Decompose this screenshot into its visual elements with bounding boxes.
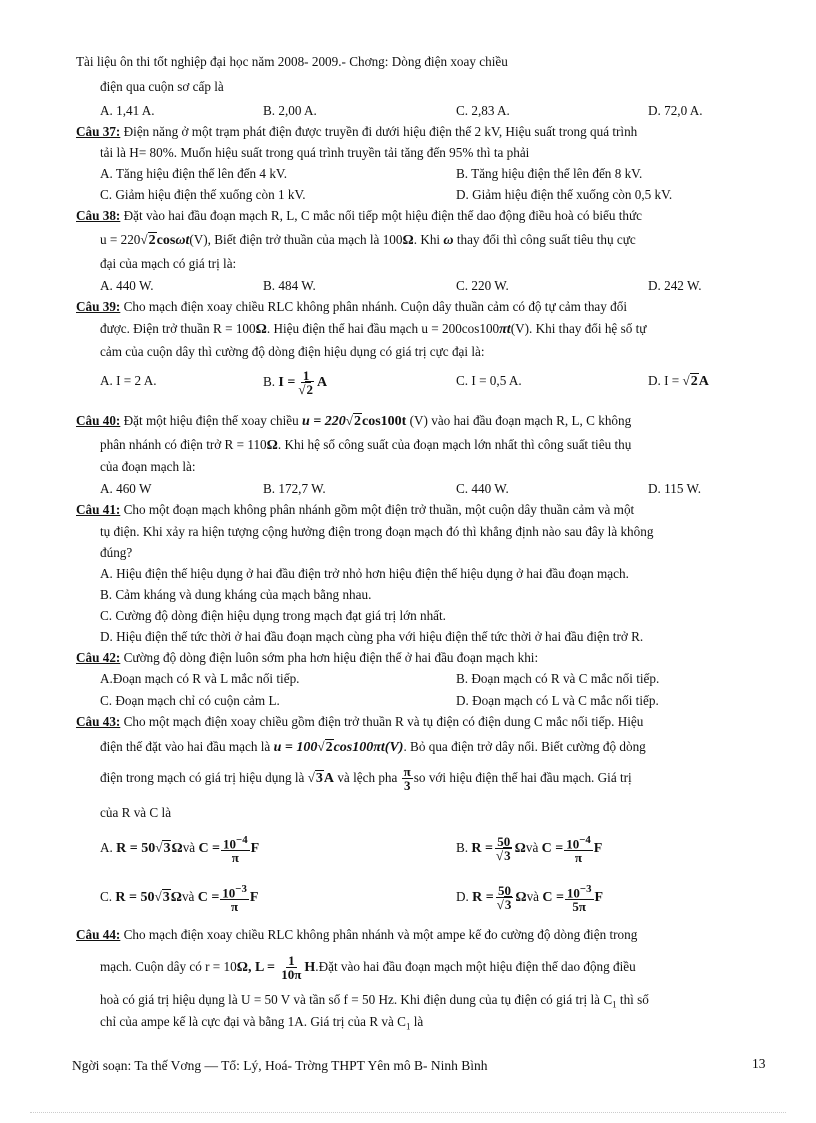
denominator: 3: [403, 778, 411, 794]
ohm-symbol: Ω: [170, 890, 182, 905]
formula-text: D. I =: [648, 373, 680, 388]
conjunction: và: [525, 840, 539, 855]
question-37: [76, 124, 637, 140]
formula-text: R = 50: [115, 890, 155, 905]
option-label: D.: [456, 889, 469, 904]
q37-option-d: D. Giảm hiệu điện thế xuống còn 0,5 kV.: [456, 187, 673, 202]
question-text: Cho một mạch điện xoay chiều gồm điện trở thuần R và tụ điện có điện dung C mắc nối tiếp. Hiệu: [120, 714, 644, 729]
prev-option-a: A. 1,41 A.: [100, 103, 155, 118]
q41-option-b: B. Cảm kháng và dung kháng của mạch bằng nhau.: [100, 587, 372, 602]
subscript: 1: [612, 999, 617, 1010]
sqrt-value: 2: [325, 740, 333, 755]
numerator: [564, 834, 593, 851]
question-text: (V) vào hai đầu đoạn mạch R, L, C không: [409, 413, 632, 428]
question-39-line3: cảm của cuộn dây thì cường độ dòng điện hiệu dụng có giá trị cực đại là:: [100, 344, 485, 359]
pi-t: πt: [499, 322, 511, 337]
q38-option-a: A. 440 W.: [100, 278, 154, 293]
sqrt-symbol: √: [317, 739, 325, 754]
q42-option-c: C. Đoạn mạch chỉ có cuộn cảm L.: [100, 693, 280, 708]
sqrt-value: 3: [315, 771, 323, 786]
prev-question-tail: điện qua cuộn sơ cấp là: [100, 79, 224, 94]
question-label: Câu 42:: [76, 650, 121, 665]
denominator: π: [574, 850, 583, 866]
question-label: Câu 37:: [76, 124, 121, 139]
q38-option-d: D. 242 W.: [648, 278, 702, 293]
unit: A: [698, 374, 709, 389]
ohm-symbol: Ω: [255, 322, 267, 337]
option-label: B.: [456, 840, 469, 855]
cos-text: cos100t: [362, 414, 407, 429]
formula-text: hoà có giá trị hiệu dụng là U = 50 V và tần số f = 50 Hz. Khi điện dung của tụ điện có giá trị là C: [100, 992, 613, 1007]
question-41: [76, 502, 634, 518]
unit: A: [316, 375, 328, 390]
sqrt-symbol: √: [298, 382, 306, 398]
question-41-line3: đúng?: [100, 545, 133, 560]
formula-text: I =: [278, 375, 296, 390]
fraction: [296, 369, 316, 396]
q37-option-c: C. Giảm hiệu điện thế xuống còn 1 kV.: [100, 187, 306, 202]
fraction: [220, 883, 249, 913]
formula-text: C =: [198, 841, 221, 856]
sqrt-symbol: √: [154, 889, 162, 904]
q43-option-b: [456, 828, 602, 869]
exponent: −3: [579, 882, 592, 895]
prev-option-d: D. 72,0 A.: [648, 103, 703, 118]
fraction: [564, 834, 593, 864]
subscript: 1: [405, 1021, 411, 1032]
question-44-line3: [100, 992, 649, 1013]
fraction: [402, 765, 413, 792]
q42-option-b: B. Đoạn mạch có R và C mắc nối tiếp.: [456, 671, 660, 686]
formula-text: chỉ của ampe kế là cực đại và bằng 1A. Giá trị của R và C: [100, 1014, 406, 1029]
numerator: π: [403, 764, 411, 780]
sqrt-symbol: √: [496, 897, 504, 913]
omega-t: ωt: [175, 233, 190, 248]
question-label: Câu 43:: [76, 714, 121, 729]
question-text: Cường độ dòng điện luôn sớm pha hơn hiệu điện thế ở hai đầu đoạn mạch khi:: [120, 650, 539, 665]
q38-option-b: B. 484 W.: [263, 278, 316, 293]
denominator: [495, 898, 515, 911]
exponent: −4: [236, 833, 248, 846]
numerator: 50: [498, 883, 512, 899]
formula-u: u = 100: [273, 740, 318, 755]
unit: H: [304, 960, 316, 975]
page-number: 13: [752, 1056, 766, 1071]
sqrt-value: 2: [148, 233, 156, 248]
denominator: π: [231, 850, 239, 866]
denominator: 5π: [572, 899, 587, 915]
q40-option-c: C. 440 W.: [456, 481, 509, 496]
numerator: [221, 834, 250, 851]
unit: F: [250, 841, 260, 856]
denominator: 10π: [281, 967, 302, 983]
q43-option-c: [100, 877, 258, 918]
unit: A: [323, 771, 335, 786]
question-text: Đặt một hiệu điện thế xoay chiều: [120, 413, 299, 428]
question-label: Câu 40:: [76, 413, 121, 428]
sqrt-value: 3: [163, 841, 171, 856]
prev-option-b: B. 2,00 A.: [263, 103, 317, 118]
sqrt-value: 2: [354, 414, 361, 429]
formula-text: (V). Khi thay đổi hệ số tự: [510, 321, 647, 336]
q38-option-c: C. 220 W.: [456, 278, 509, 293]
conjunction: và: [182, 840, 196, 855]
formula-text: so với hiệu điện thế hai đầu mạch. Giá trị: [413, 770, 632, 785]
page-divider: [30, 1112, 786, 1113]
fraction: [221, 834, 250, 864]
cos-text: cos100πt(V): [333, 740, 404, 755]
formula-text: C =: [197, 890, 220, 905]
question-38-line2: [100, 232, 636, 249]
q43-option-d: [456, 877, 603, 918]
formula-text: R =: [472, 890, 494, 905]
ohm-symbol: Ω: [402, 233, 414, 248]
question-38-line3: đại của mạch có giá trị là:: [100, 256, 237, 271]
formula-text: được. Điện trở thuần R = 100: [100, 321, 256, 336]
question-42: [76, 650, 538, 666]
fraction: [495, 884, 515, 911]
sqrt-symbol: √: [345, 413, 353, 428]
formula-text: C =: [541, 841, 564, 856]
formula-text: phân nhánh có điện trở R = 110: [100, 437, 267, 452]
page-header: Tài liệu ôn thi tốt nghiệp đại học năm 2008- 2009.- Chơng: Dòng điện xoay chiều: [76, 54, 508, 69]
sqrt-value: 3: [504, 897, 512, 913]
formula-text: thay đổi thì công suất tiêu thụ cực: [456, 232, 636, 247]
formula-text: . Khi: [413, 232, 441, 247]
denominator: π: [231, 899, 239, 915]
numerator: [565, 883, 594, 900]
q43-option-a: [100, 828, 259, 869]
question-39-line2: [100, 321, 646, 338]
sqrt-symbol: √: [495, 848, 504, 864]
question-label: Câu 38:: [76, 208, 121, 223]
fraction: [494, 835, 514, 862]
sqrt-value: 3: [504, 848, 511, 864]
formula-text: và lệch pha: [337, 770, 398, 785]
option-label: C.: [100, 889, 113, 904]
prev-option-c: C. 2,83 A.: [456, 103, 510, 118]
formula-text: , L =: [247, 960, 275, 975]
ohm-symbol: Ω: [514, 841, 526, 856]
formula-text: điện trong mạch có giá trị hiệu dụng là: [100, 770, 305, 785]
denominator: [494, 849, 514, 862]
q40-option-d: D. 115 W.: [648, 481, 701, 496]
formula-text: R = 50: [116, 841, 156, 856]
numerator-base: 10: [222, 885, 236, 901]
unit: F: [593, 841, 603, 856]
formula-text: . Hiệu điện thế hai đầu mạch u = 200cos100: [266, 321, 500, 336]
formula-text: R =: [471, 841, 493, 856]
formula-text: là: [410, 1014, 424, 1029]
question-text: Cho một đoạn mạch không phân nhánh gồm một điện trở thuần, một cuộn dây thuần cảm và một: [120, 502, 635, 517]
formula-text: điện thế đặt vào hai đầu mạch là: [100, 739, 271, 754]
sqrt-value: 2: [306, 382, 313, 398]
q40-option-b: B. 172,7 W.: [263, 481, 326, 496]
question-text: Cho mạch điện xoay chiều RLC không phân nhánh và một ampe kế đo cường độ dòng điện trong: [120, 927, 638, 942]
q39-option-b: [263, 362, 327, 403]
cos-text: cos: [156, 233, 176, 248]
q42-option-a: A.Đoạn mạch có R và L mắc nối tiếp.: [100, 671, 300, 686]
question-40-line2: [100, 437, 631, 454]
exponent: −3: [235, 882, 247, 895]
question-44-line2: [100, 947, 636, 988]
denominator: [296, 383, 316, 396]
formula-text: C =: [542, 890, 564, 905]
ohm-symbol: Ω: [515, 890, 527, 905]
question-37-line2: tải là H= 80%. Muốn hiệu suất trong quá trình truyền tải tăng đến 95% thì ta phải: [100, 145, 530, 160]
question-44-line4: [100, 1014, 423, 1035]
question-label: Câu 39:: [76, 299, 121, 314]
q37-option-b: B. Tăng hiệu điện thế lên đến 8 kV.: [456, 166, 643, 181]
ohm-symbol: Ω: [266, 438, 278, 453]
question-40-line3: của đoạn mạch là:: [100, 459, 196, 474]
sqrt-symbol: √: [682, 373, 690, 388]
omega-symbol: ω: [443, 233, 454, 248]
conjunction: và: [526, 889, 540, 904]
question-text: Điện năng ở một trạm phát điện được truyền đi dưới hiệu điện thế 2 kV, Hiệu suất trong quá trình: [120, 124, 638, 139]
option-label: A.: [100, 840, 113, 855]
q39-option-c: C. I = 0,5 A.: [456, 373, 522, 388]
sqrt-value: 2: [690, 374, 698, 389]
fraction: [279, 954, 303, 981]
numerator: 1: [288, 953, 295, 969]
numerator: 1: [302, 368, 310, 384]
ohm-symbol: Ω: [236, 960, 248, 975]
question-40: [76, 413, 631, 430]
question-41-line2: tụ điện. Khi xảy ra hiện tượng cộng hưởng điện trong đoạn mạch đó thì khẳng định nào sau đây là không: [100, 524, 654, 539]
formula-text: mạch. Cuộn dây có r = 10: [100, 959, 237, 974]
exponent: −4: [579, 833, 591, 846]
sqrt-symbol: √: [307, 770, 315, 785]
question-43-line2: [100, 739, 646, 756]
numerator-base: 10: [566, 885, 580, 901]
formula-text: .Đặt vào hai đầu đoạn mạch một hiệu điện thế dao động điều: [315, 959, 636, 974]
ohm-symbol: Ω: [171, 841, 183, 856]
q42-option-d: D. Đoạn mạch có L và C mắc nối tiếp.: [456, 693, 659, 708]
fraction: [565, 883, 594, 913]
formula-u: u = 220: [301, 414, 346, 429]
q37-option-a: A. Tăng hiệu điện thế lên đến 4 kV.: [100, 166, 288, 181]
option-label: B.: [263, 374, 276, 389]
question-44: [76, 927, 637, 943]
question-text: Đặt vào hai đầu đoạn mạch R, L, C mắc nối tiếp một hiệu điện thế dao động điều hoà có biểu thức: [120, 208, 643, 223]
formula-text: . Bỏ qua điện trở dây nối. Biết cường độ dòng: [403, 739, 646, 754]
unit: F: [594, 890, 604, 905]
sqrt-symbol: √: [140, 232, 148, 247]
numerator: 50: [497, 834, 511, 850]
formula-text: . Khi hệ số công suất của đoạn mạch lớn nhất thì công suất tiêu thụ: [277, 437, 632, 452]
question-label: Câu 41:: [76, 502, 121, 517]
conjunction: và: [181, 889, 195, 904]
numerator-base: 10: [223, 836, 237, 852]
formula-text: thì số: [616, 992, 649, 1007]
question-43-line4: của R và C là: [100, 805, 172, 820]
question-43: [76, 714, 643, 730]
question-label: Câu 44:: [76, 927, 121, 942]
question-38: [76, 208, 642, 224]
numerator: [220, 883, 249, 900]
question-43-line3: [100, 760, 632, 797]
formula-text: u = 220: [100, 232, 141, 247]
sqrt-symbol: √: [155, 840, 163, 855]
q39-option-d: [648, 373, 709, 390]
q39-option-a: A. I = 2 A.: [100, 373, 157, 388]
q41-option-d: D. Hiệu điện thế tức thời ở hai đầu đoạn mạch cùng pha với hiệu điện thế tức thời ở hai đầu điện trở R.: [100, 629, 644, 644]
formula-text: (V), Biết điện trở thuần của mạch là 100: [189, 232, 403, 247]
question-39: [76, 299, 627, 315]
page-footer: Ngời soạn: Ta thế Vơng — Tổ: Lý, Hoá- Trờng THPT Yên mô B- Ninh Bình: [72, 1058, 488, 1073]
numerator-base: 10: [566, 836, 580, 852]
q41-option-a: A. Hiệu điện thế hiệu dụng ở hai đầu điện trở nhỏ hơn hiệu điện thế hiệu dụng ở hai đầu đoạn mạch.: [100, 566, 629, 581]
sqrt-value: 3: [162, 890, 170, 905]
question-text: Cho mạch điện xoay chiều RLC không phân nhánh. Cuộn dây thuần cảm có độ tự cảm thay đổi: [120, 299, 628, 314]
q40-option-a: A. 460 W: [100, 481, 152, 496]
q41-option-c: C. Cường độ dòng điện hiệu dụng trong mạch đạt giá trị lớn nhất.: [100, 608, 446, 623]
unit: F: [249, 890, 259, 905]
